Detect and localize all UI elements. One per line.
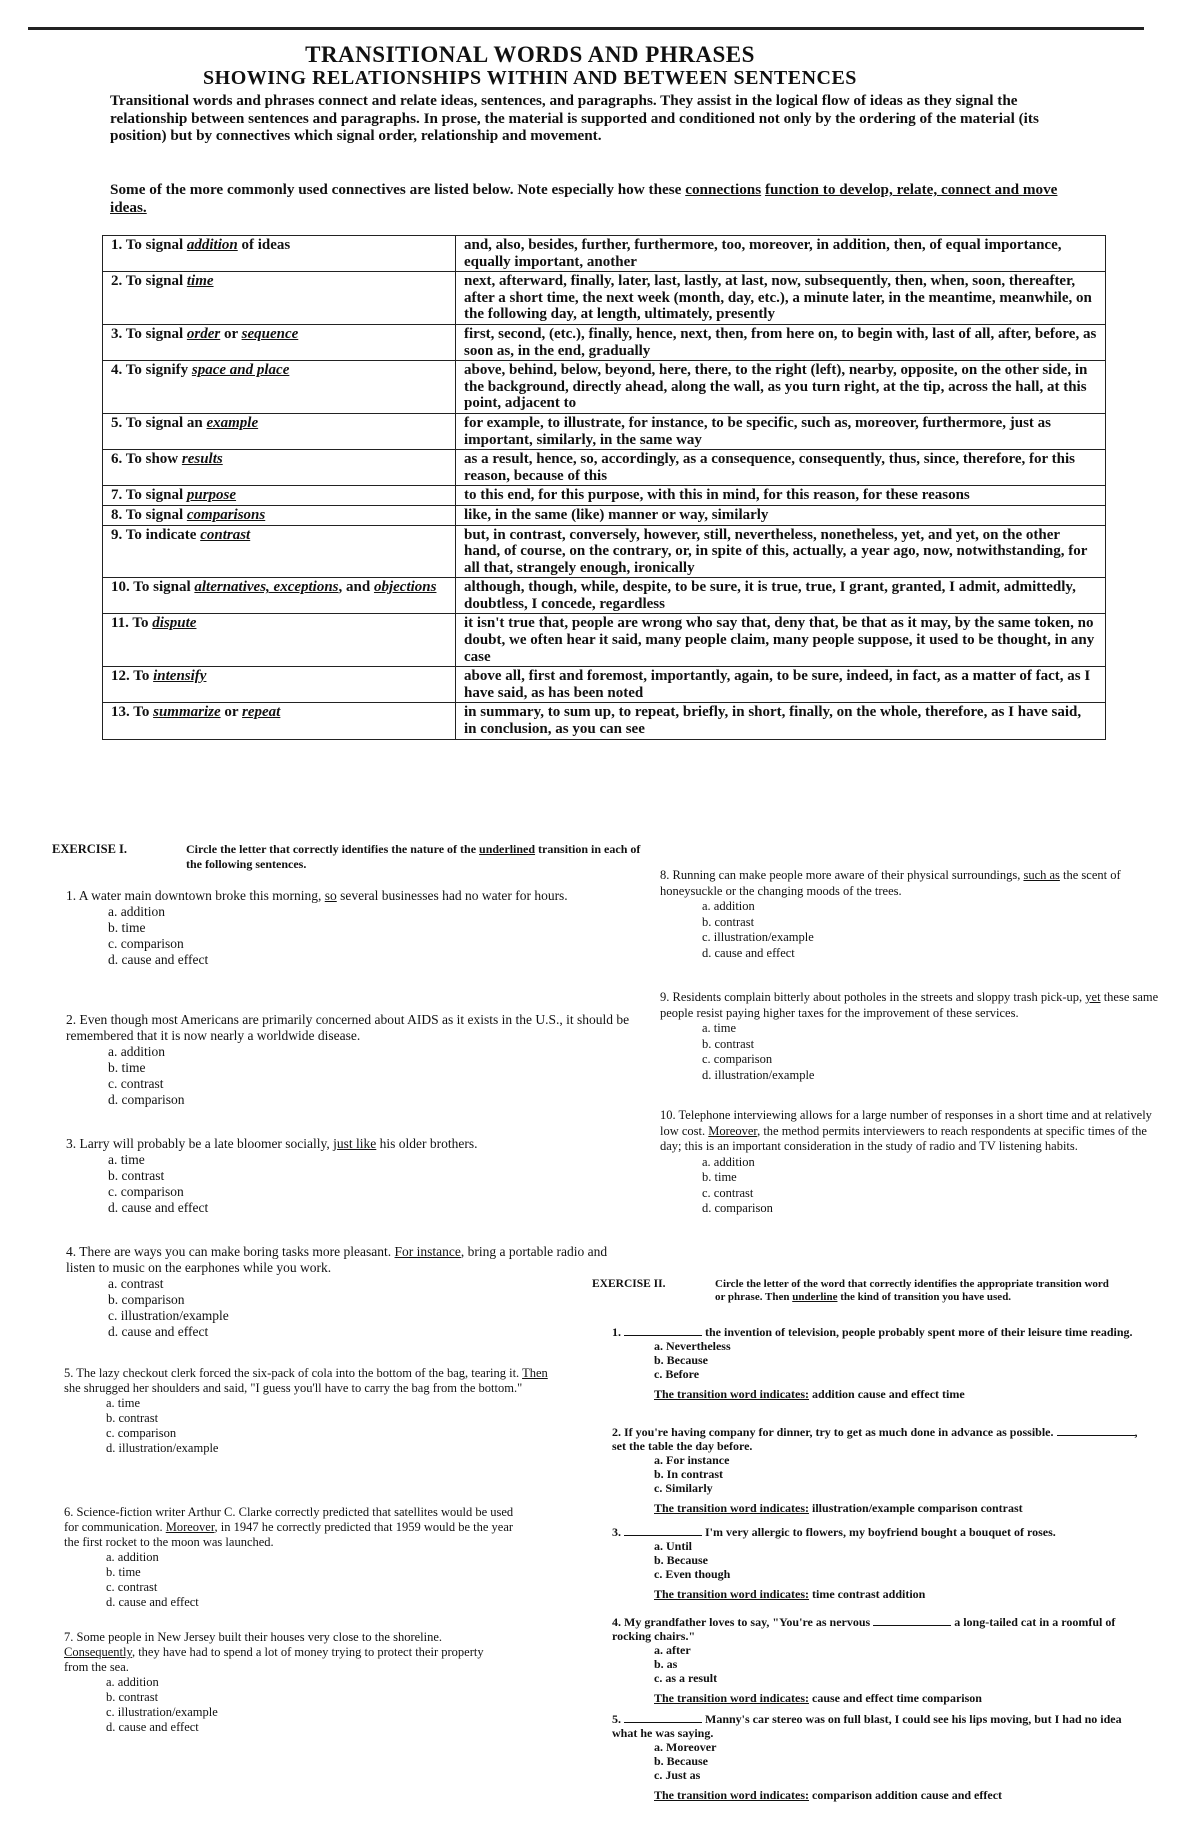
item-text <box>612 1525 1138 1539</box>
transition-kind-line <box>654 1788 1138 1802</box>
answer-option[interactable]: a. after <box>654 1643 691 1657</box>
transition-words-cell: to this end, for this purpose, with this in mind, for this reason, for these reasons <box>456 486 1106 506</box>
answer-option[interactable]: b. Because <box>654 1754 708 1768</box>
question-text-part: Even though most Americans are primarily concerned about AIDS as it exists in the U.S., it should be remembered that it is now nearly a worldwide disease. <box>66 1012 630 1043</box>
exercise-2-item <box>612 1712 1138 1802</box>
exercise-1-question <box>660 868 1140 961</box>
question-text-part: Telephone interviewing allows for a large number of responses in a short time and at relatively low cost. <box>660 1108 1152 1138</box>
answer-option[interactable]: c. Before <box>654 1367 700 1381</box>
exercise-1-question <box>66 1136 626 1216</box>
table-row <box>103 486 1106 506</box>
category-cell <box>103 324 456 360</box>
category-keyword: repeat <box>242 704 281 721</box>
table-row <box>103 450 1106 486</box>
category-prefix: 10. To signal <box>111 579 195 596</box>
transition-kind-label: The transition word indicates: <box>654 1691 810 1705</box>
category-cell <box>103 486 456 506</box>
answer-option[interactable]: b. comparison <box>108 1292 185 1307</box>
answer-option[interactable]: d. cause and effect <box>108 1324 209 1339</box>
item-text-part: a long-tailed cat in a roomful of rocking chairs." <box>612 1615 1116 1643</box>
table-row <box>103 578 1106 614</box>
category-prefix: 9. To indicate <box>111 526 201 543</box>
answer-option[interactable]: a. time <box>702 1021 737 1035</box>
answer-option[interactable]: d. cause and effect <box>108 1200 209 1215</box>
underlined-transition: For instance <box>394 1244 461 1259</box>
category-prefix: 3. To signal <box>111 325 187 342</box>
question-text-part: several businesses had no water for hours. <box>336 888 568 903</box>
table-row <box>103 272 1106 325</box>
exercise-2-item <box>612 1525 1138 1601</box>
item-text <box>612 1615 1138 1643</box>
question-number: 8. <box>660 868 673 882</box>
item-text-part: My grandfather loves to say, "You're as nervous <box>624 1615 874 1629</box>
item-number: 1. <box>612 1325 624 1339</box>
answer-option[interactable]: a. Moreover <box>654 1740 717 1754</box>
answer-option[interactable]: b. contrast <box>108 1168 165 1183</box>
category-keyword: time <box>186 273 214 290</box>
question-text-part: The lazy checkout clerk forced the six-pack of cola into the bottom of the bag, tearing it. <box>76 1366 523 1380</box>
question-text <box>66 888 626 904</box>
category-keyword: addition <box>186 237 238 253</box>
category-keyword: results <box>181 451 223 468</box>
category-keyword: sequence <box>241 325 299 342</box>
question-number: 6. <box>64 1505 77 1519</box>
category-keyword: dispute <box>152 615 197 632</box>
table-row <box>103 361 1106 414</box>
answer-option[interactable]: a. addition <box>702 899 755 913</box>
exercise-2-item <box>612 1615 1138 1705</box>
item-text-part: the invention of television, people probably spent more of their leisure time reading. <box>702 1325 1133 1339</box>
question-number: 10. <box>660 1108 679 1122</box>
answer-option[interactable]: c. Even though <box>654 1567 731 1581</box>
category-keyword: space and place <box>191 362 290 379</box>
item-text-part: Manny's car stereo was on full blast, I could see his lips moving, but I had no idea what he was saying. <box>612 1712 1122 1740</box>
category-keyword: purpose <box>186 487 237 504</box>
transition-words-cell: as a result, hence, so, accordingly, as a consequence, consequently, thus, since, therefore, for this reason, because of this <box>456 450 1106 486</box>
exercise-2-heading: EXERCISE II. <box>592 1278 666 1290</box>
category-prefix: 2. To signal <box>111 273 187 290</box>
question-number: 1. <box>66 888 79 903</box>
transition-words-cell: like, in the same (like) manner or way, similarly <box>456 505 1106 525</box>
answer-option[interactable]: b. as <box>654 1657 678 1671</box>
category-cell <box>103 667 456 703</box>
table-row <box>103 667 1106 703</box>
question-text <box>660 990 1160 1021</box>
question-number: 4. <box>66 1244 80 1259</box>
underlined-transition: so <box>324 888 337 903</box>
transition-kind-label: The transition word indicates: <box>654 1501 810 1515</box>
answer-option[interactable]: c. comparison <box>108 936 184 951</box>
intro-paragraph: Transitional words and phrases connect and relate ideas, sentences, and paragraphs. They assist in the logical flow of ideas as they signal the relationship between sentences and paragraphs. In prose, the material is supported and conditioned not only by the ordering of the material (its position) but by connectives which signal order, relationship and movement. <box>110 92 1039 144</box>
exercise-1-question <box>64 1505 514 1610</box>
category-cell <box>103 578 456 614</box>
question-text <box>64 1630 494 1675</box>
transition-kind-choices[interactable]: comparison addition cause and effect <box>809 1788 1003 1802</box>
question-text-part: Science-fiction writer Arthur C. Clarke correctly predicted that satellites would be used for communication. <box>64 1505 514 1534</box>
question-text-part: she shrugged her shoulders and said, "I guess you'll have to carry the bag from the bottom." <box>64 1381 523 1395</box>
answer-option[interactable]: c. comparison <box>702 1052 773 1066</box>
exercise-1-question <box>660 1108 1160 1217</box>
answer-option[interactable]: c. contrast <box>702 1185 754 1200</box>
transition-words-cell: next, afterward, finally, later, last, lastly, at last, now, subsequently, then, when, soon, thereafter, after a short time, the next week (month, day, etc.), a minute later, in the meantime, meanwhile, on the following day, at length, ultimately, presently <box>456 272 1106 325</box>
answer-option[interactable]: d. cause and effect <box>106 1595 199 1609</box>
category-cell <box>103 505 456 525</box>
transition-kind-label: The transition word indicates: <box>654 1387 810 1401</box>
transition-kind-label: The transition word indicates: <box>654 1587 810 1601</box>
answer-blank[interactable] <box>873 1615 951 1626</box>
answer-option[interactable]: a. Until <box>654 1539 693 1553</box>
exercise-1-heading: EXERCISE I. <box>52 842 128 856</box>
answer-option[interactable]: d. comparison <box>702 1201 773 1215</box>
question-number: 7. <box>64 1630 77 1644</box>
transition-words-cell: for example, to illustrate, for instance, to be specific, such as, moreover, furthermore, just as important, similarly, in the same way <box>456 413 1106 449</box>
answer-option[interactable]: c. Similarly <box>654 1481 713 1495</box>
answer-option[interactable]: a. For instance <box>654 1453 730 1467</box>
category-cell <box>103 413 456 449</box>
category-keyword: contrast <box>200 526 251 543</box>
question-text-part: his older brothers. <box>376 1136 478 1151</box>
item-text-part: , set the table the day before. <box>612 1425 1138 1453</box>
underlined-transition: Consequently <box>64 1645 132 1659</box>
category-joiner: or <box>220 704 243 721</box>
underlined-transition: just like <box>333 1136 377 1151</box>
transition-kind-choices[interactable]: cause and effect time comparison <box>809 1691 982 1705</box>
category-keyword: order <box>186 325 221 342</box>
question-text-part: Larry will probably be a late bloomer socially, <box>79 1136 334 1151</box>
transition-words-cell: but, in contrast, conversely, however, still, nevertheless, nonetheless, yet, and yet, on the other hand, of course, on the contrary, or, in spite of this, actually, a year ago, now, notwithstanding, for all that, strangely enough, ironically <box>456 525 1106 578</box>
question-number: 3. <box>66 1136 80 1151</box>
transition-kind-line <box>654 1501 1138 1515</box>
category-keyword: alternatives, exceptions <box>194 579 339 596</box>
question-text <box>64 1366 554 1396</box>
question-text-part: , they have had to spend a lot of money trying to protect their property from the sea. <box>64 1645 484 1674</box>
answer-option[interactable]: c. comparison <box>108 1184 184 1199</box>
answer-option[interactable]: c. illustration/example <box>702 930 814 944</box>
transition-words-cell: above all, first and foremost, importantly, again, to be sure, indeed, in fact, as a matter of fact, as I have said, as has been noted <box>456 667 1106 703</box>
answer-option[interactable]: b. time <box>108 920 146 935</box>
item-text <box>612 1425 1138 1453</box>
category-suffix: of ideas <box>237 237 291 253</box>
item-text <box>612 1712 1138 1740</box>
question-text-part: , bring a portable radio and listen to music on the earphones while you work. <box>66 1244 608 1275</box>
category-joiner: , and <box>338 579 374 596</box>
answer-option[interactable]: d. illustration/example <box>702 1067 815 1082</box>
exercise-1-question <box>660 990 1160 1083</box>
category-keyword: comparisons <box>186 506 266 523</box>
page-title: TRANSITIONAL WORDS AND PHRASES <box>305 42 755 67</box>
table-row <box>103 703 1106 739</box>
table-row <box>103 614 1106 667</box>
answer-option[interactable]: d. comparison <box>108 1092 185 1107</box>
category-cell <box>103 361 456 414</box>
answer-option[interactable]: c. as a result <box>654 1671 718 1685</box>
answer-blank[interactable] <box>624 1712 702 1723</box>
answer-blank[interactable] <box>1057 1425 1135 1436</box>
item-number: 4. <box>612 1615 624 1629</box>
answer-option[interactable]: d. cause and effect <box>108 952 209 967</box>
exercise-2-item <box>612 1325 1138 1401</box>
answer-option[interactable]: a. Nevertheless <box>654 1339 731 1353</box>
category-keyword: intensify <box>153 668 207 685</box>
answer-option[interactable]: b. contrast <box>702 914 755 929</box>
question-text-part: , in 1947 he correctly predicted that 1959 would be the year the first rocket to the moon was launched. <box>64 1520 514 1549</box>
answer-option[interactable]: a. time <box>108 1152 145 1167</box>
answer-option[interactable]: b. contrast <box>106 1690 159 1704</box>
exercise-1-question <box>64 1630 494 1735</box>
category-cell <box>103 272 456 325</box>
question-text <box>64 1505 514 1550</box>
exercise-1-directions: Circle the letter that correctly identifies the nature of the underlined transition in each of the following sentences. <box>186 842 641 871</box>
question-text-part: , the method permits interviewers to reach respondents at specific times of the day; this is an important consideration in the study of radio and TV listening habits. <box>660 1123 1147 1153</box>
answer-option[interactable]: d. cause and effect <box>702 945 795 960</box>
answer-option[interactable]: a. time <box>106 1396 141 1410</box>
transition-kind-label: The transition word indicates: <box>654 1788 810 1802</box>
category-keyword: example <box>206 414 259 431</box>
exercise-2-item <box>612 1425 1138 1515</box>
underlined-transition: Moreover <box>708 1123 758 1138</box>
category-keyword: summarize <box>153 704 221 721</box>
intro-note: Some of the more commonly used connectives are listed below. Note especially how these connections function to develop, relate, connect and move ideas. <box>110 181 1058 216</box>
answer-option[interactable]: a. contrast <box>108 1276 164 1291</box>
table-row <box>103 324 1106 360</box>
transition-words-cell: in summary, to sum up, to repeat, briefly, in short, finally, on the whole, therefore, as I have said, in conclusion, as you can see <box>456 703 1106 739</box>
exercise-2-directions: Circle the letter of the word that correctly identifies the appropriate transition word or phrase. Then underline the kind of transition you have used. <box>715 1278 1109 1303</box>
question-number: 9. <box>660 990 673 1004</box>
item-text-part: If you're having company for dinner, try to get as much done in advance as possible. <box>624 1425 1057 1439</box>
question-text <box>66 1244 626 1276</box>
answer-option[interactable]: b. time <box>106 1565 141 1579</box>
category-cell <box>103 525 456 578</box>
page-subtitle: SHOWING RELATIONSHIPS WITHIN AND BETWEEN SENTENCES <box>203 67 857 89</box>
question-number: 5. <box>64 1366 77 1380</box>
answer-option[interactable]: c. contrast <box>106 1580 158 1594</box>
answer-option[interactable]: c. illustration/example <box>108 1308 229 1323</box>
underlined-transition: such as <box>1023 868 1060 882</box>
answer-option[interactable]: d. cause and effect <box>106 1720 199 1734</box>
question-text-part: these same people resist paying higher taxes for the improvement of these services. <box>660 990 1159 1020</box>
transitions-table <box>102 235 1106 740</box>
category-keyword: objections <box>373 579 437 596</box>
category-prefix: 5. To signal an <box>111 414 207 431</box>
question-text <box>66 1012 646 1044</box>
question-text-part: A water main downtown broke this morning, <box>78 888 325 903</box>
question-text-part: Some people in New Jersey built their houses very close to the shoreline. <box>76 1630 443 1644</box>
question-text <box>660 868 1140 899</box>
category-cell <box>103 614 456 667</box>
answer-option[interactable]: c. contrast <box>108 1076 164 1091</box>
category-cell <box>103 450 456 486</box>
transition-words-cell: above, behind, below, beyond, here, there, to the right (left), nearby, opposite, on the other side, in the background, directly ahead, along the wall, as you turn right, at the tip, across the hall, at this point, adjacent to <box>456 361 1106 414</box>
answer-option[interactable]: b. time <box>108 1060 146 1075</box>
item-number: 2. <box>612 1425 624 1439</box>
answer-option[interactable]: a. addition <box>702 1154 755 1169</box>
underlined-transition: Moreover <box>165 1520 215 1534</box>
answer-option[interactable]: d. illustration/example <box>106 1441 219 1455</box>
answer-option[interactable]: b. contrast <box>106 1411 159 1425</box>
question-text-part: Residents complain bitterly about potholes in the streets and sloppy trash pick-up, <box>672 990 1086 1004</box>
answer-option[interactable]: a. addition <box>106 1675 159 1689</box>
category-prefix: 8. To signal <box>111 506 187 523</box>
category-joiner: or <box>220 325 242 342</box>
answer-blank[interactable] <box>624 1525 702 1536</box>
transition-words-cell: although, though, while, despite, to be sure, it is true, true, I grant, granted, I admit, admittedly, doubtless, I concede, regardless <box>456 578 1106 614</box>
table-row <box>103 505 1106 525</box>
category-prefix: 7. To signal <box>111 487 187 504</box>
answer-option[interactable]: b. time <box>702 1170 737 1184</box>
question-text-part: Running can make people more aware of their physical surroundings, <box>672 868 1024 882</box>
answer-option[interactable]: b. Because <box>654 1353 708 1367</box>
answer-option[interactable]: a. addition <box>108 904 165 919</box>
table-row <box>103 525 1106 578</box>
category-cell <box>103 703 456 739</box>
item-number: 5. <box>612 1712 624 1726</box>
transition-kind-choices[interactable]: time contrast addition <box>809 1587 926 1601</box>
category-prefix: 11. To <box>111 615 153 632</box>
answer-option[interactable]: c. Just as <box>654 1768 701 1782</box>
question-text-part: There are ways you can make boring tasks more pleasant. <box>79 1244 395 1259</box>
top-rule <box>28 27 1144 30</box>
item-text-part: I'm very allergic to flowers, my boyfriend bought a bouquet of roses. <box>702 1525 1056 1539</box>
exercise-1-question <box>66 888 626 968</box>
question-text <box>66 1136 626 1152</box>
answer-blank[interactable] <box>624 1325 702 1336</box>
transition-words-cell: it isn't true that, people are wrong who say that, deny that, be that as it may, by the same token, no doubt, we often hear it said, many people claim, many people suppose, it used to be thought, in any case <box>456 614 1106 667</box>
transition-kind-choices[interactable]: illustration/example comparison contrast <box>809 1501 1023 1515</box>
question-number: 2. <box>66 1012 80 1027</box>
table-row <box>103 413 1106 449</box>
category-prefix: 4. To signify <box>111 362 192 379</box>
category-prefix: 13. To <box>111 704 154 721</box>
underlined-transition: yet <box>1085 990 1101 1004</box>
answer-option[interactable]: a. addition <box>106 1550 159 1564</box>
exercise-1-question <box>66 1244 626 1340</box>
question-text <box>660 1108 1160 1155</box>
exercise-1-question <box>64 1366 554 1456</box>
question-text-part: the scent of honeysuckle or the changing moods of the trees. <box>660 868 1121 898</box>
exercise-1-question <box>66 1012 646 1108</box>
answer-option[interactable]: a. addition <box>108 1044 165 1059</box>
transition-words-cell: first, second, (etc.), finally, hence, next, then, from here on, to begin with, last of all, after, before, as soon as, in the end, gradually <box>456 324 1106 360</box>
answer-option[interactable]: b. Because <box>654 1553 708 1567</box>
transition-kind-choices[interactable]: addition cause and effect time <box>809 1387 965 1401</box>
transition-kind-line <box>654 1387 1138 1401</box>
category-prefix: 1. To signal <box>111 237 187 253</box>
underlined-transition: Then <box>522 1366 548 1380</box>
category-prefix: 6. To show <box>111 451 182 468</box>
category-cell <box>103 236 456 272</box>
answer-option[interactable]: b. contrast <box>702 1036 755 1051</box>
answer-option[interactable]: b. In contrast <box>654 1467 724 1481</box>
table-row <box>103 236 1106 272</box>
answer-option[interactable]: c. comparison <box>106 1426 177 1440</box>
transition-words-cell: and, also, besides, further, furthermore, too, moreover, in addition, then, of equal importance, equally important, another <box>456 236 1106 272</box>
transition-kind-line <box>654 1691 1138 1705</box>
item-text <box>612 1325 1138 1339</box>
category-prefix: 12. To <box>111 668 154 685</box>
item-number: 3. <box>612 1525 624 1539</box>
transition-kind-line <box>654 1587 1138 1601</box>
answer-option[interactable]: c. illustration/example <box>106 1705 218 1719</box>
